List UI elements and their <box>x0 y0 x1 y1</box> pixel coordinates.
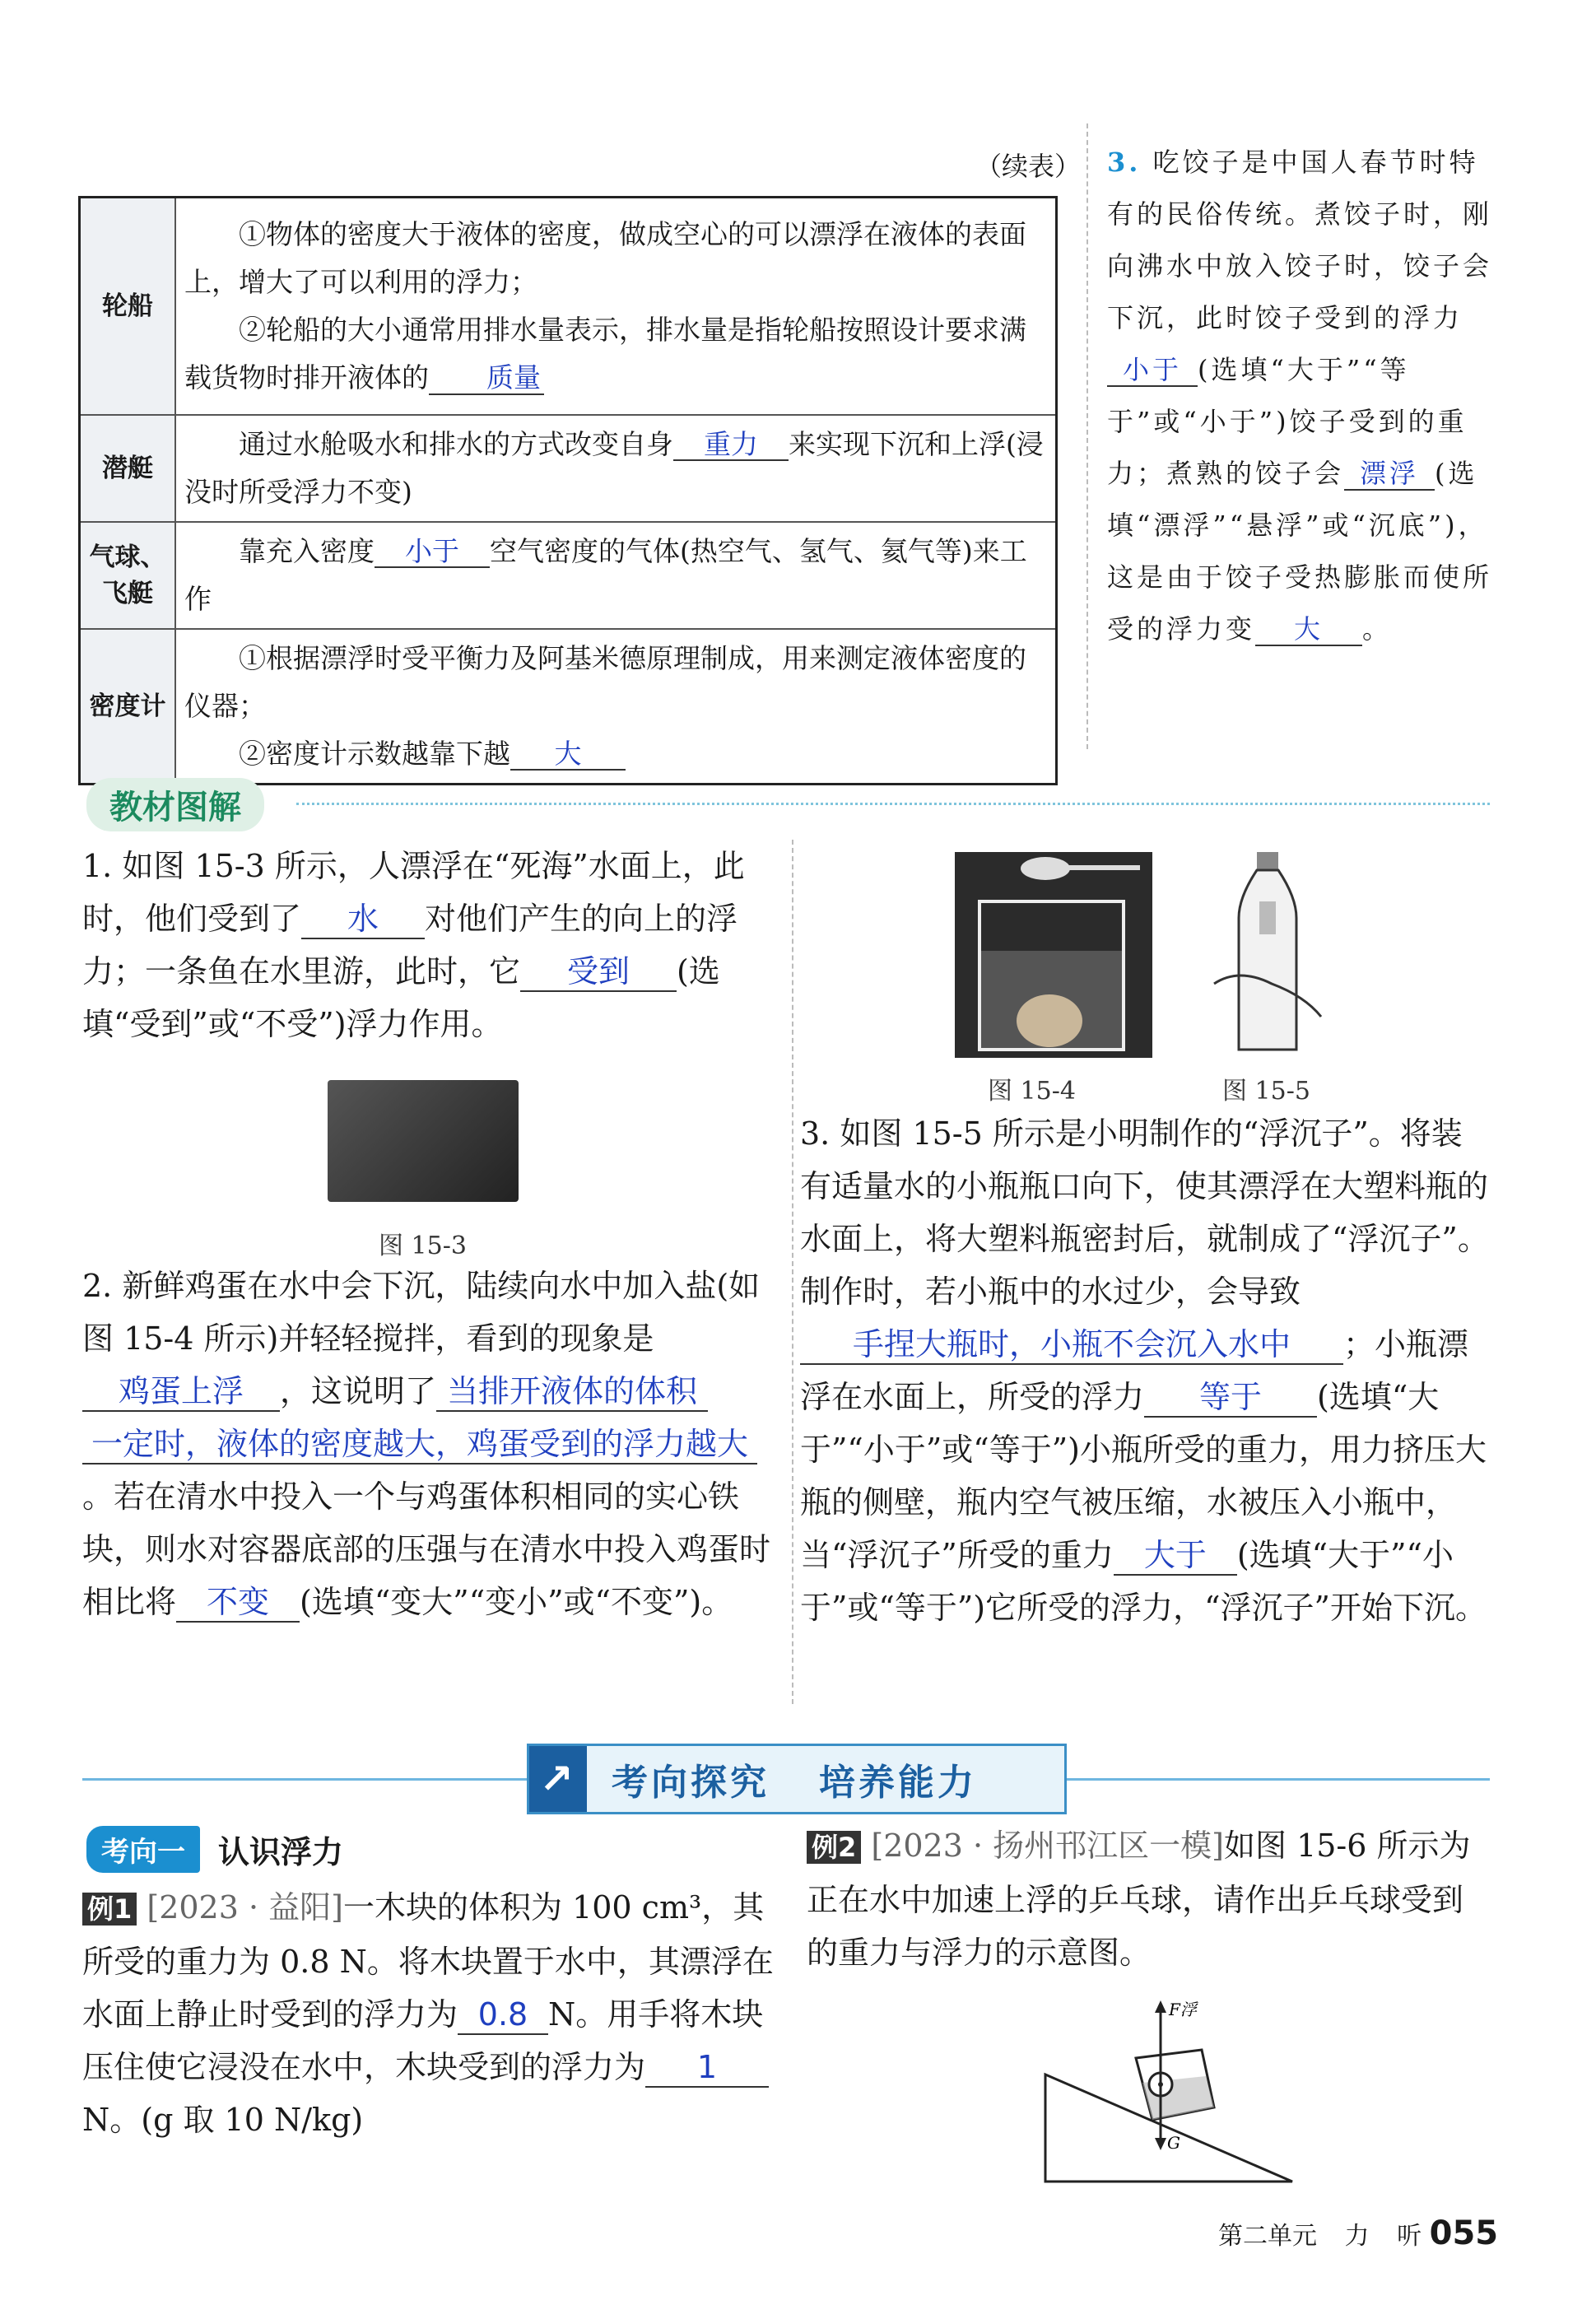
table-row <box>80 415 1057 522</box>
example-1-source: [2023 · 益阳] <box>147 1889 343 1926</box>
figure-15-5-bottle-diver <box>1206 852 1329 1058</box>
side-q3-number: 3. <box>1107 147 1142 178</box>
page-footer <box>1218 2214 1498 2252</box>
answer-side-q3-3: 大 <box>1255 614 1362 646</box>
example-2-source: [2023 · 扬州邗江区一模] <box>871 1828 1224 1864</box>
row-head-hydrometer: 密度计 <box>80 629 176 785</box>
side-question-3 <box>1107 137 1494 655</box>
buoyancy-applications-table <box>78 196 1058 785</box>
row-head-balloon: 气球、飞艇 <box>80 522 176 629</box>
answer-q3-1: 手捏大瓶时，小瓶不会沉入水中 <box>800 1327 1343 1365</box>
q2-number: 2. <box>82 1268 113 1304</box>
q1-text2: 对他们产生的向上的浮力；一条鱼在水里游，此时，它 <box>82 901 738 990</box>
force-gravity-label: G <box>1167 2133 1180 2153</box>
focus-title: 认识浮力 <box>218 1834 344 1870</box>
example-1-text3: N。(g 取 10 N/kg) <box>82 2102 364 2138</box>
submarine-text-post: 来实现下沉和上浮(浸没时所受浮力不变) <box>184 427 1044 508</box>
q2-text3: 。若在清水中投入一个与鸡蛋体积相同的实心铁块，则水对容器底部的压强与在清水中投入鸡蛋时相比将 <box>82 1478 771 1620</box>
arrow-icon: ↗ <box>529 1746 587 1812</box>
column-divider <box>792 840 793 1704</box>
table-row <box>80 522 1057 629</box>
balloon-text-post: 空气密度的气体(热空气、氢气、氦气等)来工作 <box>184 534 1027 615</box>
q3-text1: 如图 15-5 所示是小明制作的“浮沉子”。将装有适量水的小瓶瓶口向下，使其漂浮在大塑料瓶的水面上，将大塑料瓶密封后，就制成了“浮沉子”。制作时，若小瓶中的水过少，会导致 <box>800 1115 1489 1310</box>
answer-ex1-1: 0.8 <box>458 1997 548 2035</box>
chapter-banner <box>527 1744 1067 1814</box>
figure-caption-15-5: 图 15-5 <box>1222 1077 1310 1106</box>
banner-left-text: 考向探究 <box>612 1762 770 1804</box>
question-1 <box>82 840 774 1050</box>
answer-ex1-2: 1 <box>645 2050 769 2088</box>
table-row <box>80 198 1057 415</box>
example-1 <box>82 1881 774 2146</box>
q3-text2: ；小瓶漂浮在水面上，所受的浮力 <box>800 1326 1469 1415</box>
q1-number: 1. <box>82 848 113 884</box>
row-head-submarine: 潜艇 <box>80 415 176 522</box>
focus-heading <box>86 1826 343 1873</box>
example-2-text1: 如图 15-6 所示为正在水中加速上浮的乒乓球，请作出乒乓球受到的重力与浮力的示意图。 <box>807 1828 1471 1971</box>
submarine-text-pre: 通过水舱吸水和排水的方式改变自身 <box>239 427 673 460</box>
answer-q2-2a: 当排开液体的体积 <box>436 1374 708 1412</box>
q2-text1: 新鲜鸡蛋在水中会下沉，陆续向水中加入盐(如图 15-4 所示)并轻轻搅拌，看到的现象是 <box>82 1268 761 1357</box>
answer-q3-2: 等于 <box>1144 1380 1317 1418</box>
ship-line1: ①物体的密度大于液体的密度，做成空心的可以漂浮在液体的表面上，增大了可以利用的浮力； <box>184 217 1026 298</box>
example-2 <box>807 1819 1490 1979</box>
banner-right-text: 培养能力 <box>819 1762 977 1804</box>
answer-hydrometer: 大 <box>510 738 626 771</box>
ship-line2: ②轮船的大小通常用排水量表示，排水量是指轮船按照设计要求满载货物时排开液体的 <box>184 313 1026 393</box>
side-q3-text4: 。 <box>1362 613 1393 645</box>
figure-caption-15-3: 图 15-3 <box>379 1232 467 1260</box>
answer-ship: 质量 <box>429 362 544 395</box>
q3-number: 3. <box>800 1115 831 1152</box>
page-number: 055 <box>1429 2214 1499 2252</box>
hydrometer-line1: ①根据漂浮时受平衡力及阿基米德原理制成，用来测定液体密度的仪器； <box>184 641 1026 722</box>
side-q3-text2: (选填“大于”“等于”或“小于”)饺子受到的重力；煮熟的饺子会 <box>1107 354 1468 489</box>
answer-submarine: 重力 <box>673 429 789 462</box>
example-1-text1: 一木块的体积为 100 cm³，其所受的重力为 0.8 N。将木块置于水中，其漂浮在水面上静止时受到的浮力为 <box>82 1889 774 2033</box>
figure-15-6-ball-force-diagram <box>1037 1992 1301 2190</box>
table-continued-label: （续表） <box>975 151 1082 182</box>
q2-text4: (选填“变大”“变小”或“不变”)。 <box>300 1584 733 1620</box>
answer-side-q3-2: 漂浮 <box>1344 459 1435 491</box>
force-buoyancy-label: F浮 <box>1169 2000 1197 2019</box>
question-2 <box>82 1260 778 1628</box>
example-2-tag: 例2 <box>807 1831 861 1864</box>
balloon-text-pre: 靠充入密度 <box>239 534 375 567</box>
row-head-ship: 轮船 <box>80 198 176 415</box>
answer-q1-2: 受到 <box>520 954 677 992</box>
side-q3-text3: (选填“漂浮”“悬浮”或“沉底”)，这是由于饺子受热膨胀而使所受的浮力变 <box>1107 458 1493 645</box>
section-divider <box>296 803 1490 805</box>
q1-text3: (选填“受到”或“不受”)浮力作用。 <box>82 953 720 1042</box>
column-divider <box>1086 123 1088 749</box>
answer-q2-2b: 一定时，液体的密度越大，鸡蛋受到的浮力越大 <box>82 1427 757 1465</box>
dead-sea-photo <box>328 1080 519 1202</box>
answer-side-q3-1: 小于 <box>1107 355 1198 387</box>
q3-text4: (选填“大于”“小于”或“等于”)它所受的浮力，“浮沉子”开始下沉。 <box>800 1537 1487 1626</box>
footer-topic: 力 <box>1344 2222 1370 2251</box>
figure-15-4-egg-in-glass <box>955 852 1152 1058</box>
example-1-tag: 例1 <box>82 1893 137 1926</box>
q1-text1: 如图 15-3 所示，人漂浮在“死海”水面上，此时，他们受到了 <box>82 848 745 937</box>
figure-caption-15-4: 图 15-4 <box>988 1077 1076 1106</box>
q3-text3: (选填“大于”“小于”或“等于”)小瓶所受的重力，用力挤压大瓶的侧壁，瓶内空气被压缩，水被压入小瓶中，当“浮沉子”所受的重力 <box>800 1379 1487 1573</box>
table-row <box>80 629 1057 785</box>
section-title-textbook-figures: 教材图解 <box>86 778 264 831</box>
footer-listen: 听 <box>1397 2222 1422 2251</box>
answer-q1-1: 水 <box>301 901 425 939</box>
q2-text2: ，这说明了 <box>280 1373 437 1409</box>
hydrometer-line2: ②密度计示数越靠下越 <box>239 737 510 770</box>
side-q3-text1: 吃饺子是中国人春节时特有的民俗传统。煮饺子时，刚向沸水中放入饺子时，饺子会下沉，此时饺子受到的浮力 <box>1107 147 1493 333</box>
footer-unit: 第二单元 <box>1218 2222 1317 2251</box>
question-3 <box>800 1107 1491 1634</box>
answer-balloon: 小于 <box>375 536 490 569</box>
answer-q3-3: 大于 <box>1114 1538 1237 1576</box>
answer-q2-1: 鸡蛋上浮 <box>82 1374 280 1412</box>
answer-q2-3: 不变 <box>176 1585 300 1623</box>
focus-tag: 考向一 <box>86 1826 200 1873</box>
example-1-text2: N。用手将木块压住使它浸没在水中，木块受到的浮力为 <box>82 1996 764 2085</box>
